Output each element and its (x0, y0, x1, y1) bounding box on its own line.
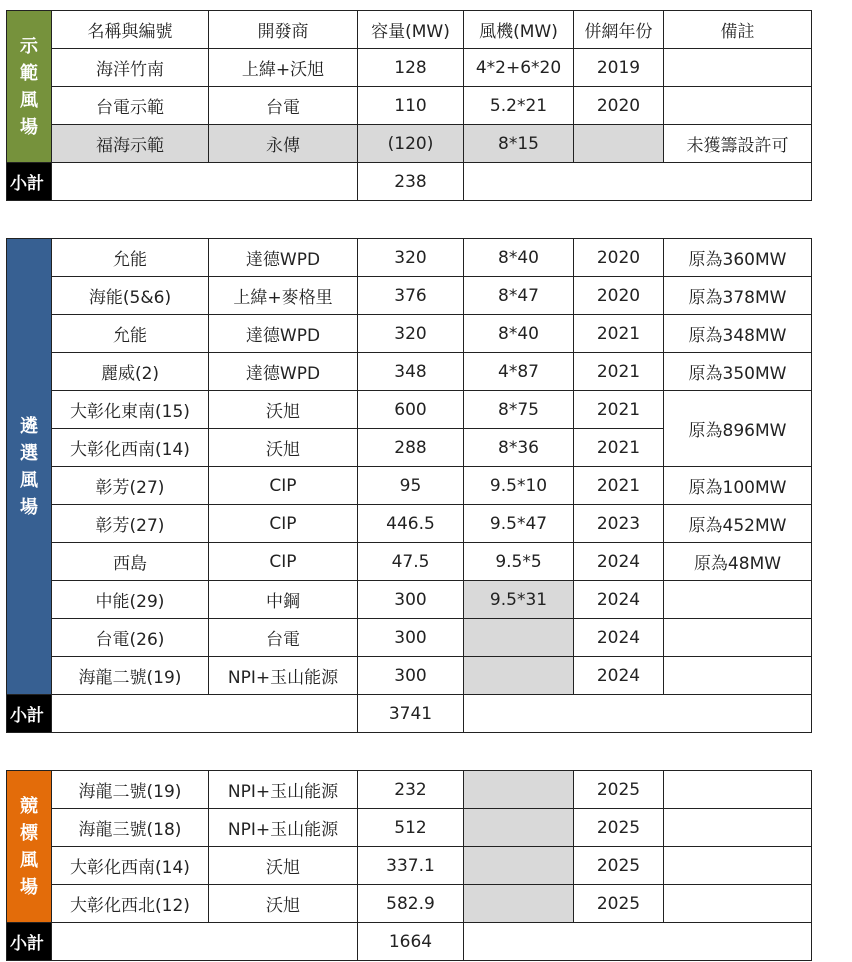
table-row (7, 87, 812, 125)
cell-capacity: 348 (358, 353, 464, 391)
cell-turbine: 9.5*10 (464, 467, 574, 505)
cell-developer: 上緯+麥格里 (209, 277, 358, 315)
subtotal-label: 小計 (7, 923, 52, 961)
cell-capacity: 320 (358, 239, 464, 277)
cell-developer: 台電 (209, 619, 358, 657)
cell-year: 2019 (574, 49, 664, 87)
table-row (7, 657, 812, 695)
cell-developer: 上緯+沃旭 (209, 49, 358, 87)
cell-turbine (464, 657, 574, 695)
table-row (7, 315, 812, 353)
table-row (7, 809, 812, 847)
cell-turbine: 9.5*47 (464, 505, 574, 543)
header-developer: 開發商 (209, 11, 358, 49)
table-row (7, 277, 812, 315)
cell-capacity: 600 (358, 391, 464, 429)
cell-capacity: 128 (358, 49, 464, 87)
cell-year: 2021 (574, 315, 664, 353)
subtotal-row (7, 163, 812, 201)
cell-note (664, 771, 812, 809)
cell-developer: CIP (209, 467, 358, 505)
cell-name: 海洋竹南 (52, 49, 209, 87)
cell-name: 海龍三號(18) (52, 809, 209, 847)
cell-year: 2020 (574, 239, 664, 277)
cell-capacity: 512 (358, 809, 464, 847)
cell-developer: 達德WPD (209, 315, 358, 353)
table-row (7, 771, 812, 809)
cell-developer: CIP (209, 505, 358, 543)
cell-turbine (464, 619, 574, 657)
cell-turbine: 4*87 (464, 353, 574, 391)
cell-name: 海龍二號(19) (52, 657, 209, 695)
cell-capacity: 288 (358, 429, 464, 467)
subtotal-row (7, 695, 812, 733)
cell-developer: 沃旭 (209, 847, 358, 885)
cell-developer: 沃旭 (209, 885, 358, 923)
demo-windfarm-table (6, 10, 812, 201)
cell-name: 福海示範 (52, 125, 209, 163)
cell-capacity: 582.9 (358, 885, 464, 923)
cell-note: 原為100MW (664, 467, 812, 505)
cell-note: 原為48MW (664, 543, 812, 581)
table-row (7, 619, 812, 657)
cell-year: 2020 (574, 277, 664, 315)
auction-windfarm-table (6, 770, 812, 961)
header-capacity: 容量(MW) (358, 11, 464, 49)
cell-turbine: 5.2*21 (464, 87, 574, 125)
cell-note (664, 619, 812, 657)
subtotal-row (7, 923, 812, 961)
cell-name: 海能(5&6) (52, 277, 209, 315)
subtotal-blank (464, 163, 812, 201)
cell-developer: 沃旭 (209, 429, 358, 467)
header-row (7, 11, 812, 49)
header-note: 備註 (664, 11, 812, 49)
cell-year: 2021 (574, 353, 664, 391)
cell-note (664, 885, 812, 923)
cell-turbine (464, 847, 574, 885)
subtotal-label: 小計 (7, 163, 52, 201)
cell-capacity: 376 (358, 277, 464, 315)
subtotal-value: 3741 (358, 695, 464, 733)
cell-year (574, 125, 664, 163)
subtotal-value: 238 (358, 163, 464, 201)
table-row (7, 49, 812, 87)
cell-name: 中能(29) (52, 581, 209, 619)
cell-developer: NPI+玉山能源 (209, 809, 358, 847)
cell-turbine (464, 771, 574, 809)
section-label-selection: 遴選風場 (7, 239, 52, 695)
cell-turbine: 4*2+6*20 (464, 49, 574, 87)
cell-note: 原為360MW (664, 239, 812, 277)
cell-year: 2024 (574, 657, 664, 695)
cell-name: 彰芳(27) (52, 505, 209, 543)
cell-year: 2025 (574, 809, 664, 847)
header-name: 名稱與編號 (52, 11, 209, 49)
cell-name: 麗威(2) (52, 353, 209, 391)
cell-capacity: 232 (358, 771, 464, 809)
cell-capacity: 95 (358, 467, 464, 505)
cell-year: 2025 (574, 885, 664, 923)
cell-turbine: 8*47 (464, 277, 574, 315)
cell-turbine: 8*75 (464, 391, 574, 429)
cell-note (664, 581, 812, 619)
cell-year: 2021 (574, 467, 664, 505)
section-label-demo: 示範風場 (7, 11, 52, 163)
cell-note: 原為896MW (664, 391, 812, 467)
cell-name: 大彰化西南(14) (52, 847, 209, 885)
cell-year: 2021 (574, 429, 664, 467)
cell-name: 大彰化西北(12) (52, 885, 209, 923)
cell-note: 原為348MW (664, 315, 812, 353)
cell-capacity: 337.1 (358, 847, 464, 885)
cell-capacity: 47.5 (358, 543, 464, 581)
cell-turbine: 8*15 (464, 125, 574, 163)
cell-developer: 沃旭 (209, 391, 358, 429)
subtotal-blank (464, 695, 812, 733)
table-row (7, 543, 812, 581)
table-row (7, 239, 812, 277)
cell-note: 原為378MW (664, 277, 812, 315)
cell-name: 允能 (52, 315, 209, 353)
cell-note (664, 657, 812, 695)
cell-note: 原為350MW (664, 353, 812, 391)
table-row (7, 885, 812, 923)
subtotal-label: 小計 (7, 695, 52, 733)
cell-developer: 達德WPD (209, 353, 358, 391)
selection-windfarm-table (6, 238, 812, 733)
cell-developer: CIP (209, 543, 358, 581)
cell-capacity: 300 (358, 581, 464, 619)
subtotal-blank (52, 163, 358, 201)
table-row (7, 581, 812, 619)
table-row (7, 391, 812, 429)
cell-name: 海龍二號(19) (52, 771, 209, 809)
cell-turbine (464, 885, 574, 923)
cell-capacity: 446.5 (358, 505, 464, 543)
cell-turbine: 8*40 (464, 315, 574, 353)
cell-capacity: 320 (358, 315, 464, 353)
cell-name: 允能 (52, 239, 209, 277)
cell-developer: 達德WPD (209, 239, 358, 277)
cell-turbine (464, 809, 574, 847)
cell-note (664, 87, 812, 125)
cell-developer: NPI+玉山能源 (209, 657, 358, 695)
cell-capacity: (120) (358, 125, 464, 163)
cell-turbine: 8*40 (464, 239, 574, 277)
cell-name: 彰芳(27) (52, 467, 209, 505)
cell-turbine: 9.5*5 (464, 543, 574, 581)
subtotal-blank (464, 923, 812, 961)
table-row (7, 353, 812, 391)
cell-year: 2020 (574, 87, 664, 125)
cell-turbine: 9.5*31 (464, 581, 574, 619)
cell-developer: NPI+玉山能源 (209, 771, 358, 809)
cell-year: 2024 (574, 543, 664, 581)
cell-note (664, 809, 812, 847)
cell-name: 台電示範 (52, 87, 209, 125)
cell-capacity: 300 (358, 657, 464, 695)
cell-note: 原為452MW (664, 505, 812, 543)
cell-year: 2024 (574, 581, 664, 619)
table-row (7, 467, 812, 505)
header-turbine: 風機(MW) (464, 11, 574, 49)
cell-capacity: 300 (358, 619, 464, 657)
subtotal-blank (52, 695, 358, 733)
cell-name: 台電(26) (52, 619, 209, 657)
cell-name: 大彰化西南(14) (52, 429, 209, 467)
table-row (7, 505, 812, 543)
cell-note (664, 847, 812, 885)
cell-developer: 台電 (209, 87, 358, 125)
cell-year: 2023 (574, 505, 664, 543)
cell-year: 2025 (574, 771, 664, 809)
table-row (7, 847, 812, 885)
cell-year: 2021 (574, 391, 664, 429)
cell-developer: 中鋼 (209, 581, 358, 619)
cell-year: 2025 (574, 847, 664, 885)
cell-name: 西島 (52, 543, 209, 581)
subtotal-value: 1664 (358, 923, 464, 961)
header-grid-year: 併網年份 (574, 11, 664, 49)
cell-note: 未獲籌設許可 (664, 125, 812, 163)
table-row (7, 125, 812, 163)
section-label-auction: 競標風場 (7, 771, 52, 923)
subtotal-blank (52, 923, 358, 961)
cell-note (664, 49, 812, 87)
cell-developer: 永傳 (209, 125, 358, 163)
cell-capacity: 110 (358, 87, 464, 125)
cell-year: 2024 (574, 619, 664, 657)
cell-name: 大彰化東南(15) (52, 391, 209, 429)
cell-turbine: 8*36 (464, 429, 574, 467)
